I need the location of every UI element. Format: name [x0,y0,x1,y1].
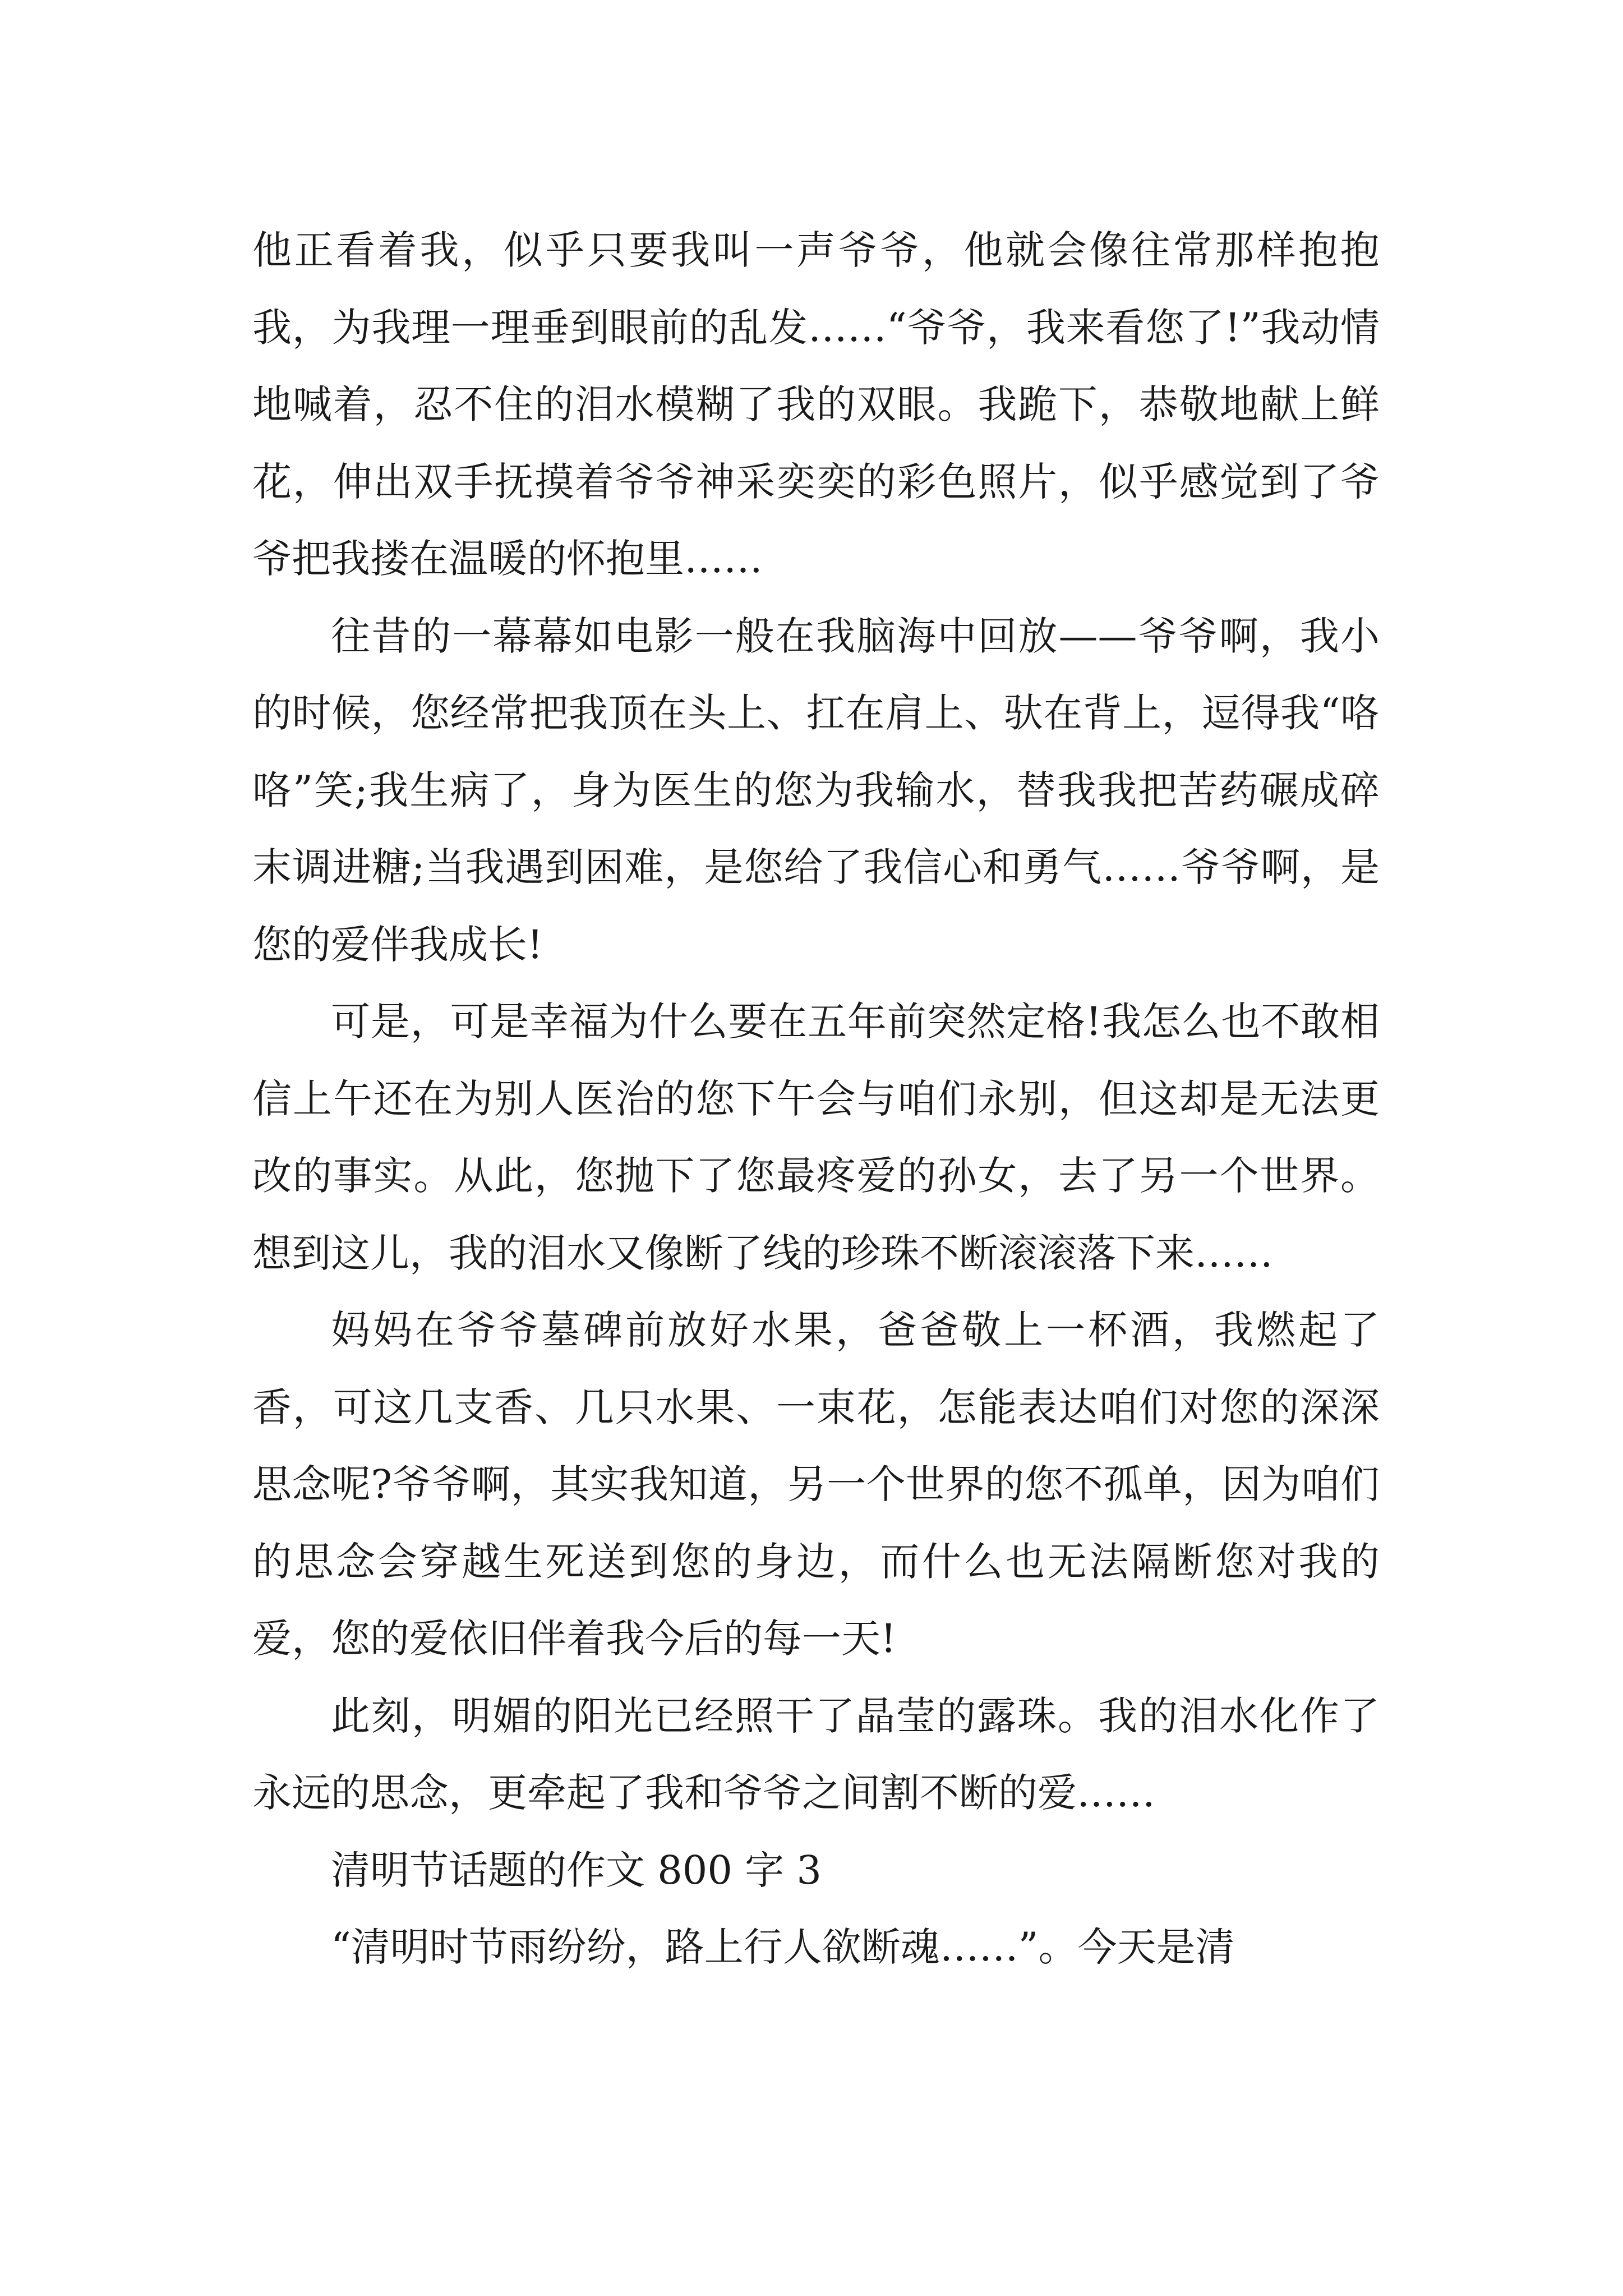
paragraph: 往昔的一幕幕如电影一般在我脑海中回放——爷爷啊，我小的时候，您经常把我顶在头上、扛在肩上、驮在背上，逗得我“咯咯”笑;我生病了，身为医生的您为我输水，替我我把苦药碾成碎末调进糖;当我遇到困难，是您给了我信心和勇气……爷爷啊，是您的爱伴我成长! [252,613,1380,968]
paragraph: 可是，可是幸福为什么要在五年前突然定格!我怎么也不敢相信上午还在为别人医治的您下午会与咱们永别，但这却是无法更改的事实。从此，您抛下了您最疼爱的孙女，去了另一个世界。想到这儿，我的泪水又像断了线的珍珠不断滚滚落下来…… [252,999,1380,1276]
essay-body [252,212,1380,1986]
paragraph: 妈妈在爷爷墓碑前放好水果，爸爸敬上一杯酒，我燃起了香，可这几支香、几只水果、一束花，怎能表达咱们对您的深深思念呢?爷爷啊，其实我知道，另一个世界的您不孤单，因为咱们的思念会穿越生死送到您的身边，而什么也无法隔断您对我的爱，您的爱依旧伴着我今后的每一天! [252,1307,1380,1662]
paragraph: 他正看着我，似乎只要我叫一声爷爷，他就会像往常那样抱抱我，为我理一理垂到眼前的乱发……“爷爷，我来看您了!”我动情地喊着，忍不住的泪水模糊了我的双眼。我跪下，恭敬地献上鲜花，伸出双手抚摸着爷爷神采奕奕的彩色照片，似乎感觉到了爷爷把我搂在温暖的怀抱里…… [252,227,1380,582]
paragraph: 此刻，明媚的阳光已经照干了晶莹的露珠。我的泪水化作了永远的思念，更牵起了我和爷爷之间割不断的爱…… [252,1692,1380,1816]
essay-heading: 清明节话题的作文 800 字 3 [331,1847,822,1893]
paragraph: “清明时节雨纷纷，路上行人欲断魂……”。今天是清 [331,1924,1235,1970]
